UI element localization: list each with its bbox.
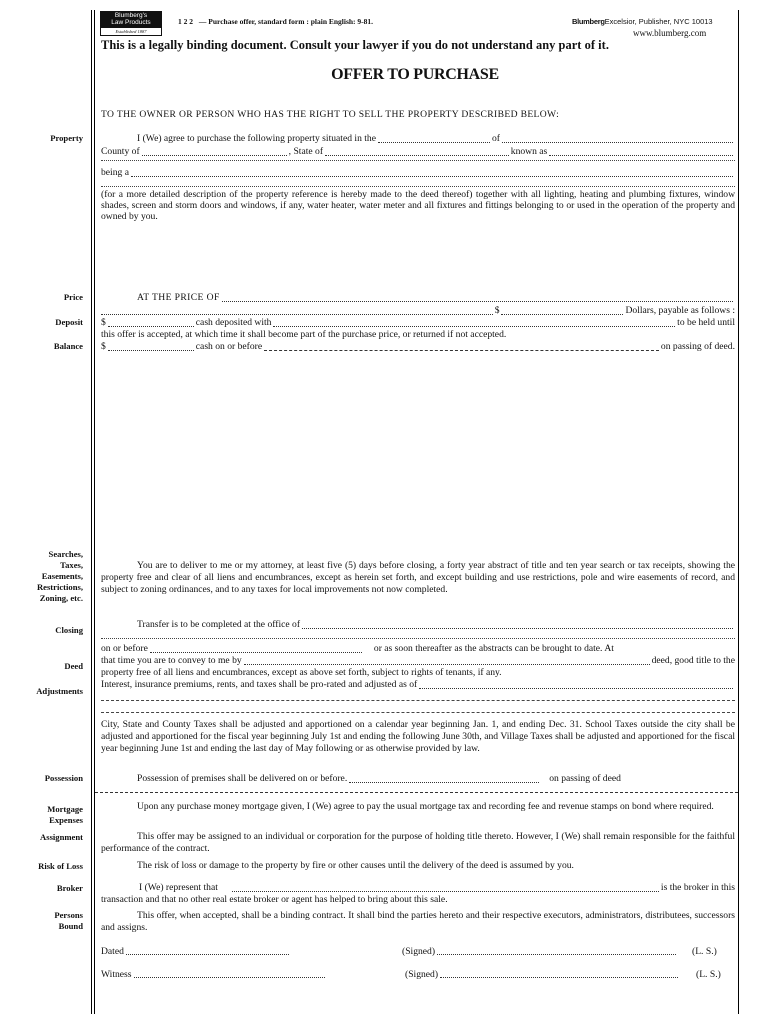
being-a-field[interactable] [131, 176, 733, 177]
logo-line-1: Blumberg's [114, 12, 148, 19]
balance-amount-field[interactable] [108, 350, 194, 351]
closing-office-field[interactable] [302, 628, 733, 629]
searches-text: You are to deliver to me or my attorney, at least five (5) days before closing, a forty year abstract of title and ten year search or tax receipts, showing the property free and clear of all liens and encumbrances, except as herein set forth, and except building and use restrictions, pole and wire easements of record, and subject to zoning ordinances, and to any taxes for local improvements not now completed. [101, 560, 735, 595]
signed-row-2: (Signed) [405, 969, 680, 980]
closing-office-line-2[interactable] [101, 638, 735, 639]
dated-field[interactable] [126, 954, 289, 955]
legal-warning: This is a legally binding document. Consult your lawyer if you do not understand any part of it. [101, 38, 609, 52]
property-line-2: County of , State of known as [101, 146, 735, 158]
form-description: — Purchase offer, standard form : plain English: 9-81. [198, 17, 374, 26]
price-words-field-2[interactable] [101, 314, 493, 315]
closing-line-1: Transfer is to be completed at the office of [101, 619, 735, 631]
county-field[interactable] [142, 155, 287, 156]
property-blank-line-2[interactable] [101, 186, 735, 187]
deposit-holder-field[interactable] [273, 326, 675, 327]
label-deposit: Deposit [55, 317, 83, 327]
deposit-amount-field[interactable] [108, 326, 194, 327]
witness-row: Witness [101, 969, 327, 980]
price-amount-field[interactable] [501, 314, 623, 315]
deposit-line-1: $ cash deposited with to be held until [101, 317, 735, 328]
price-words-field[interactable] [222, 301, 733, 302]
price-line-1: AT THE PRICE OF [101, 292, 735, 304]
deposit-line-2: this offer is accepted, at which time it shall become part of the purchase price, or returned if not accepted. [101, 329, 507, 340]
signature-field-2[interactable] [440, 977, 678, 978]
signed-row-1: (Signed) [402, 946, 678, 957]
balance-line: $ cash on or before on passing of deed. [101, 341, 735, 352]
property-line-1: I (We) agree to purchase the following property situated in the of [101, 133, 735, 145]
price-line-2: $ Dollars, payable as follows : [101, 305, 735, 317]
website-link[interactable]: www.blumberg.com [633, 28, 707, 38]
property-of-field[interactable] [502, 142, 733, 143]
closing-line-3: on or before or as soon thereafter as the abstracts can be brought to date. At [101, 643, 614, 654]
possession-divider [95, 792, 738, 793]
known-as-field[interactable] [549, 155, 733, 156]
blumberg-logo [100, 11, 162, 39]
adjustments-blank-line-2[interactable] [101, 712, 735, 713]
label-adjustments: Adjustments [36, 686, 83, 696]
label-balance: Balance [53, 341, 83, 351]
taxes-text: City, State and County Taxes shall be adjusted and apportioned on a calendar year beginning Jan. 1, and ending Dec. 31. School Taxes outside the city shall be adjusted and apportioned for the fiscal year beginning July 1st and ending the following June 30th, and Village Taxes shall be adjusted and apportioned for the fiscal year beginning June 1st and ending the last day of May following or as otherwise provided by law. [101, 719, 735, 754]
ls-mark-2: (L. S.) [696, 969, 721, 980]
witness-field[interactable] [134, 977, 325, 978]
document-title: OFFER TO PURCHASE [331, 66, 499, 83]
possession-date-field[interactable] [349, 782, 539, 783]
balance-date-field[interactable] [264, 350, 659, 351]
publisher-brand: Blumberg [572, 17, 605, 26]
right-border [738, 10, 739, 1014]
deed-type-field[interactable] [244, 664, 650, 665]
adjustments-blank-line-1[interactable] [101, 700, 735, 701]
broker-line-1: I (We) represent that is the broker in this [139, 882, 735, 893]
publisher-info: Excelsior, Publisher, NYC 10013 [604, 17, 713, 26]
left-border-outer [91, 10, 92, 1014]
property-line-4: being a [101, 167, 735, 179]
label-possession: Possession [44, 773, 83, 783]
property-description: (for a more detailed description of the property reference is hereby made to the deed thereof) together with all lighting, heating and plumbing fixtures, window shades, screen and storm doors and windows, if any, water heater, water meter and all fixtures and fittings belonging to or used in the operation of the property and owned by you. [101, 189, 735, 222]
label-searches: Searches, Taxes, Easements, Restrictions, Zoning, etc. [36, 549, 83, 603]
label-mortgage-expenses: Mortgage Expenses [47, 804, 83, 825]
label-price: Price [63, 292, 83, 302]
dated-row: Dated [101, 946, 291, 957]
state-field[interactable] [325, 155, 509, 156]
label-broker: Broker [56, 883, 83, 893]
adjustments-line: Interest, insurance premiums, rents, and taxes shall be pro-rated and adjusted as of [101, 679, 735, 691]
broker-name-field[interactable] [232, 891, 659, 892]
logo-line-2: Law Products [111, 19, 151, 26]
label-closing: Closing [55, 625, 83, 635]
possession-line: Possession of premises shall be delivered on or before. on passing of deed [137, 773, 621, 784]
closing-line-5: property free of all liens and encumbrances, except as above set forth, subject to rights of tenants, if any. [101, 667, 502, 678]
left-border-inner [94, 10, 95, 1014]
label-assignment: Assignment [40, 832, 83, 842]
signature-field-1[interactable] [437, 954, 676, 955]
label-risk-of-loss: Risk of Loss [38, 861, 83, 871]
persons-bound-text: This offer, when accepted, shall be a binding contract. It shall bind the parties hereto and their respective executors, administrators, distributees, successors and assigns. [101, 910, 735, 933]
label-property: Property [50, 133, 83, 143]
risk-text: The risk of loss or damage to the property by fire or other causes until the delivery of the deed is assumed by you. [137, 860, 574, 871]
logo-line-3: Established 1887 [100, 28, 162, 36]
broker-line-2: transaction and that no other real estate broker or agent has helped to bring about this sale. [101, 894, 448, 905]
ls-mark-1: (L. S.) [692, 946, 717, 957]
mortgage-text: Upon any purchase money mortgage given, I (We) agree to pay the usual mortgage tax and recording fee and revenue stamps on bond where required. [137, 801, 714, 812]
property-municipality-field[interactable] [378, 142, 490, 143]
closing-date-field[interactable] [150, 652, 362, 653]
label-persons-bound: Persons Bound [54, 910, 83, 931]
label-deed: Deed [64, 661, 83, 671]
form-number: 1 2 2 [178, 17, 193, 26]
addressee-line: TO THE OWNER OR PERSON WHO HAS THE RIGHT TO SELL THE PROPERTY DESCRIBED BELOW: [101, 109, 560, 120]
adjustment-date-field[interactable] [419, 688, 733, 689]
closing-line-4: that time you are to convey to me by deed, good title to the [101, 655, 735, 666]
property-blank-line[interactable] [101, 160, 735, 161]
assignment-text: This offer may be assigned to an individual or corporation for the purpose of holding title thereto. However, I (We) shall remain responsible for the faithful performance of the contract. [101, 831, 735, 854]
